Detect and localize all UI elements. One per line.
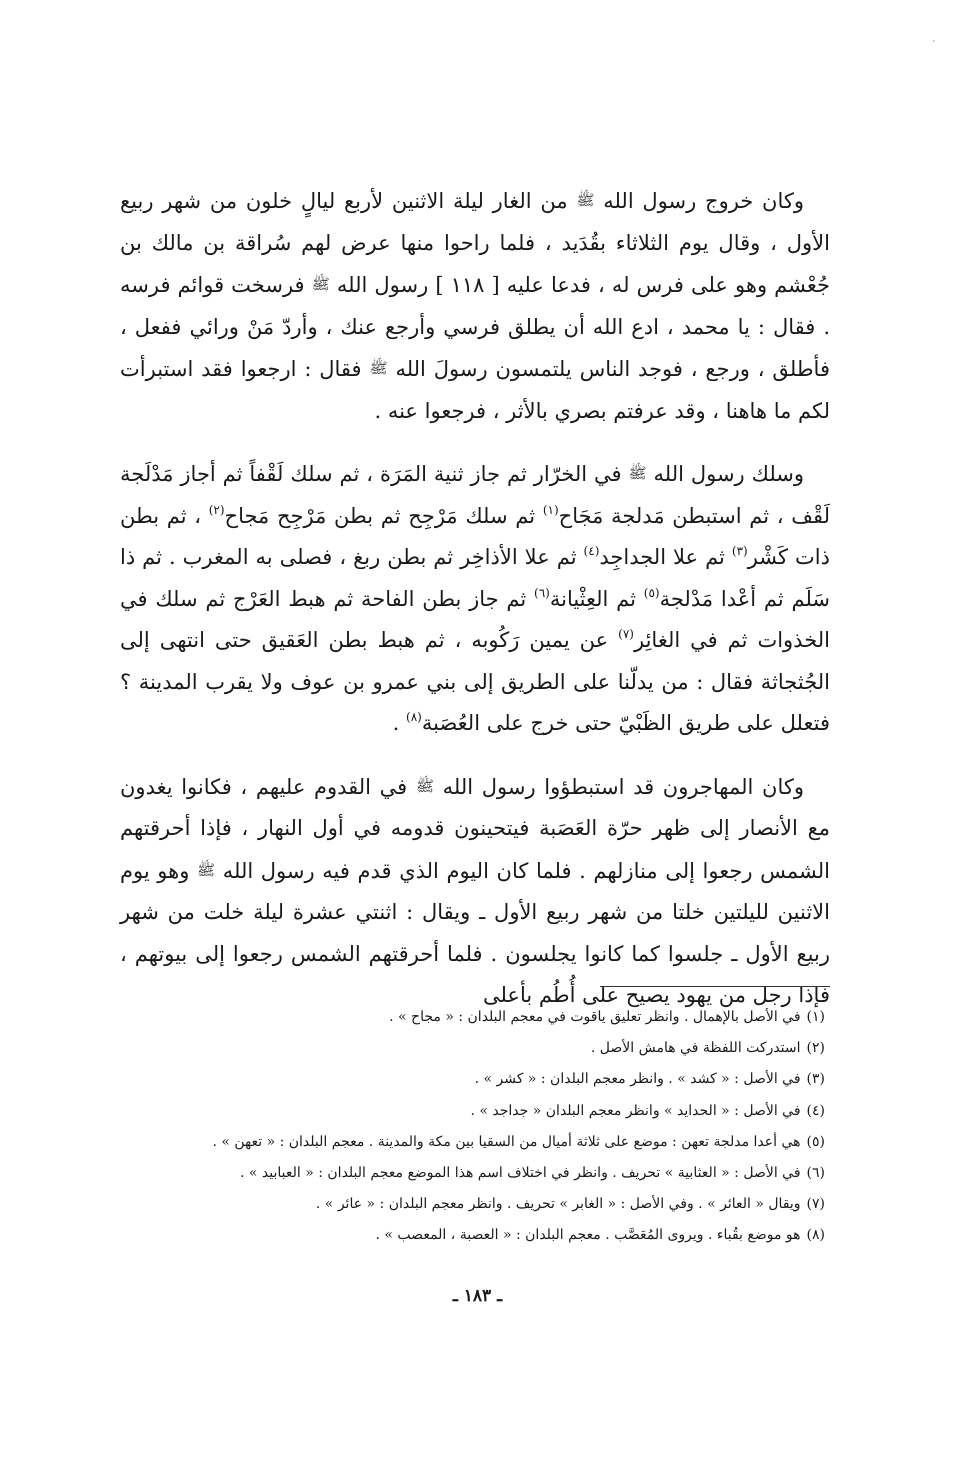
paragraph: [120, 180, 830, 432]
footnote-ref: (٦): [534, 585, 550, 600]
footnote-text: هي أعدا مدلجة تعهن : موضع على ثلاثة أميال من السقيا بين مكة والمدينة . معجم البلدان : « تعهن » .: [212, 1133, 801, 1150]
text-run: وكان خروج رسول الله: [594, 189, 805, 213]
footnote-number: (٨): [806, 1227, 825, 1244]
text-run: وسلك رسول الله: [646, 462, 805, 486]
footnote: [110, 1220, 825, 1251]
footnote: [110, 1127, 825, 1158]
text-run: ثم العِثْيانة: [549, 586, 644, 611]
footnote-number: (٢): [806, 1040, 825, 1057]
text-run: .: [392, 711, 407, 735]
footnote-number: (١): [806, 1009, 825, 1025]
footnote-number: (٦): [806, 1165, 825, 1182]
text-run: فرسخت قوائم فرسه . فقال : يا محمد ، ادع الله أن يطلق فرسي وأرجع عنك ، وأردّ مَنْ ورائي ففعل ، فأطلق ، ورجع ، فوجد الناس يلتمسون رسولَ الله: [120, 273, 830, 381]
footnote: [110, 1033, 825, 1064]
salla-mark: ﷺ: [415, 776, 434, 795]
footnote-text: في الأصل : « الحدايد » وانظر معجم البلدان « جداجد » .: [470, 1102, 801, 1119]
footnote: [110, 1158, 825, 1189]
footnote-number: (٥): [806, 1133, 825, 1150]
footnote-ref: (٥): [643, 585, 660, 600]
footnote-text: في الأصل بالإهمال . وانظر تعليق ياقوت في معجم البلدان : « مجاح » .: [389, 1009, 801, 1025]
footnote-ref: (٨): [406, 710, 422, 724]
footnote-ref: (٧): [618, 627, 634, 641]
text-run: في القدوم عليهم ، فكانوا يغدون مع الأنصار إلى ظهر حرّة العَصَبة فيتحينون قدومه في أول النهار ، فإذا أحرقتهم الشمس رجعوا إلى منازلهم . فلما كان اليوم الذي قدم فيه رسول الله: [120, 774, 830, 883]
footnote-ref: (١): [542, 502, 559, 517]
footnote: [110, 1189, 825, 1220]
text-run: فقال : ارجعوا فقد استبرأت لكم ما هاهنا ، وقد عرفتم بصري بالأثر ، فرجعوا عنه .: [120, 357, 830, 423]
footnote: [110, 1096, 825, 1127]
text-run: ثم علا الأذاخِر ثم بطن ربغ ، فصلى به المغرب . ثم ذا سَلَم ثم أعْدا مَدْلجة: [120, 545, 831, 611]
page-number: ـ ١٨٣ ـ: [452, 1286, 503, 1306]
footnote-text: هو موضع بقُباء . ويروى المُعَصَّب . معجم البلدان : « العصبة ، المعصب » .: [375, 1227, 801, 1244]
salla-mark: ﷺ: [197, 860, 216, 879]
text-run: في الخرّار ثم جاز ثنية المَرَة ، ثم سلك لَقْفاً ثم أجاز مَدْلَجة لَقْف ، ثم استبطن مَدلجة مَجَاح: [120, 462, 830, 528]
footnote-number: (٣): [806, 1071, 825, 1088]
salla-mark: ﷺ: [311, 275, 330, 293]
salla-mark: ﷺ: [576, 191, 595, 209]
salla-mark: ﷺ: [369, 359, 388, 377]
footnote-text: في الأصل : « العثابية » تحريف . وانظر في اختلاف اسم هذا الموضع معجم البلدان : « العبابيد » .: [239, 1165, 801, 1182]
text-run: وكان المهاجرون قد استبطؤوا رسول الله: [434, 774, 804, 799]
scan-speck: [933, 40, 935, 42]
paragraph: [120, 766, 830, 1017]
footnote-text: استدركت اللفظة في هامش الأصل .: [590, 1040, 801, 1057]
text-run: عن يمين رَكُوبه ، ثم هبط بطن العَقيق حتى انتهى إلى الجُثجاثة فقال : من يدلّنا على الطريق إلى بني عمرو بن عوف ولا يقرب المدينة ؟ فتعلل على طريق الظَبْيّ حتى خرج على العُصَبة: [120, 628, 830, 735]
main-text: [120, 180, 830, 1017]
text-run: من الغار ليلة الاثنين لأربع ليالٍ خلون من شهر ربيع الأول ، وقال يوم الثلاثاء بقُدَيد ، فلما راحوا منها عرض لهم سُراقة بن مالك بن جُعْشم وهو على فرس له ، فدعا عليه [ ١١٨ ] رسول الله: [120, 189, 831, 297]
footnote-number: (٤): [806, 1102, 825, 1119]
footnote-number: (٧): [806, 1196, 825, 1213]
footnote-ref: (٢): [208, 502, 225, 517]
footnotes-list: [110, 1002, 825, 1252]
text-run: ثم سلك مَرْجِح ثم بطن مَرْجِح مَجاح: [224, 503, 543, 528]
footnote-separator: [600, 986, 830, 987]
salla-mark: ﷺ: [628, 464, 647, 482]
text-run: ثم جاز بطن الفاحة ثم هبط العَرْج ثم سلك في الخذوات ثم في الغائِر: [120, 586, 830, 652]
footnote: [110, 1064, 825, 1095]
text-run: ، ثم بطن ذات كَشْر: [120, 503, 830, 569]
footnote-ref: (٣): [731, 544, 748, 558]
paragraph: [120, 453, 830, 745]
footnote-ref: (٤): [583, 544, 600, 558]
footnote-text: في الأصل : « كشد » . وانظر معجم البلدان : « كشر » .: [474, 1071, 801, 1088]
footnote-text: ويقال « العائر » . وفي الأصل : « الغابر » تحريف . وانظر معجم البلدان : « عائر » .: [315, 1196, 801, 1213]
text-run: ثم علا الجداجِد: [599, 545, 732, 569]
footnote: [110, 1002, 825, 1033]
text-run: وهو يوم الاثنين لليلتين خلتا من شهر ربيع الأول ـ ويقال : اثنتي عشرة ليلة خلت من شهر ربيع الأول ـ جلسوا كما كانوا يجلسون . فلما أحرقتهم الشمس رجعوا إلى بيوتهم ، فإذا رجل من يهود يصيح على أُطُم بأعلى: [120, 858, 830, 1007]
